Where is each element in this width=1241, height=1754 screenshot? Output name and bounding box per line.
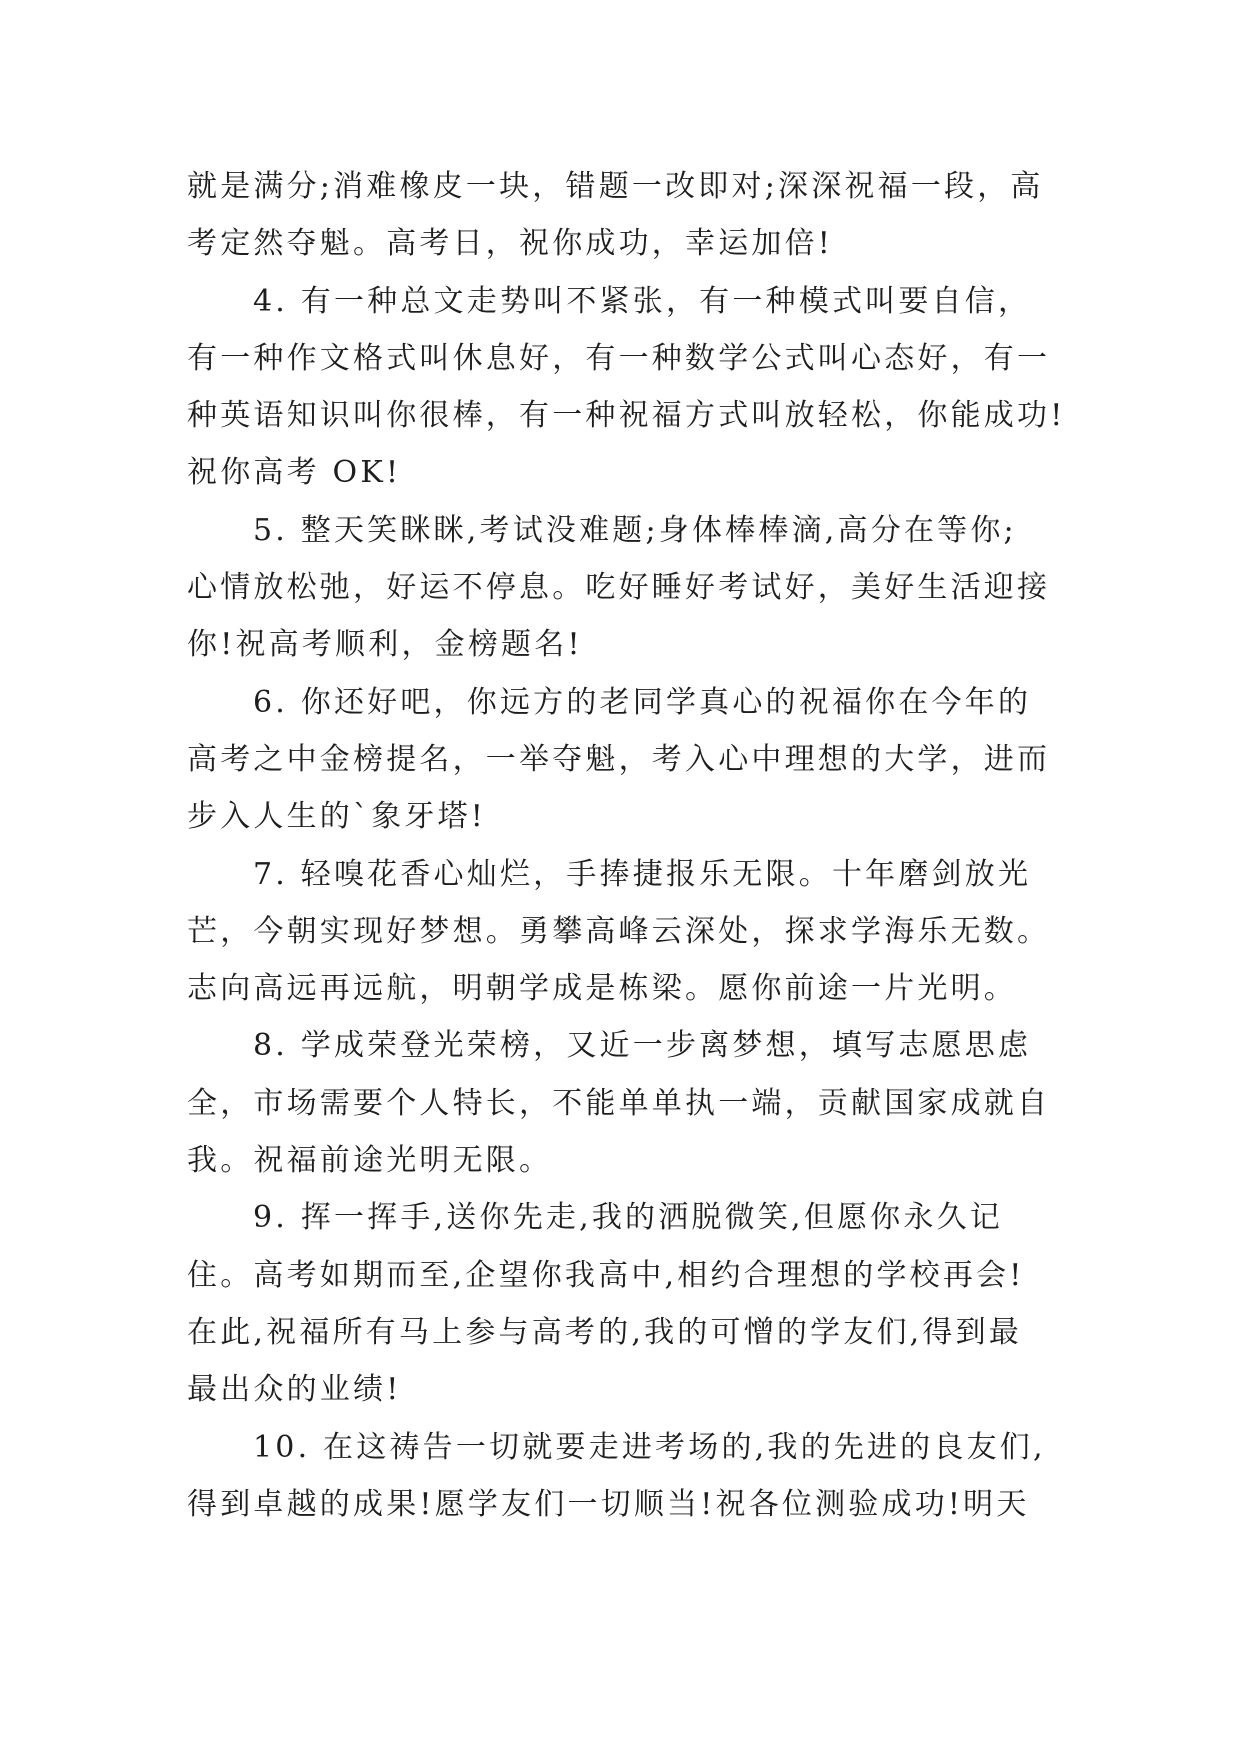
text-line: 种英语知识叫你很棒，有一种祝福方式叫放轻松，你能成功! — [187, 398, 1066, 434]
text-line: 8. 学成荣登光荣榜，又近一步离梦想，填写志愿思虑 — [253, 1028, 1032, 1064]
text-line: 9. 挥一挥手,送你先走,我的洒脱微笑,但愿你永久记 — [253, 1200, 1003, 1236]
text-line: 6. 你还好吧，你远方的老同学真心的祝福你在今年的 — [253, 684, 1032, 720]
text-line: 步入人生的`象牙塔! — [187, 799, 487, 835]
text-line: 得到卓越的成果!愿学友们一切顺当!祝各位测验成功!明天 — [187, 1486, 1030, 1522]
text-line: 就是满分;消难橡皮一块，错题一改即对;深深祝福一段，高 — [187, 169, 1044, 204]
text-line: 高考之中金榜提名，一举夺魁，考入心中理想的大学，进而 — [187, 741, 1051, 777]
text-line: 7. 轻嗅花香心灿烂，手捧捷报乐无限。十年磨剑放光 — [253, 856, 1032, 892]
text-line: 我。祝福前途光明无限。 — [187, 1143, 553, 1179]
text-line: 有一种作文格式叫休息好，有一种数学公式叫心态好，有一 — [187, 340, 1051, 376]
text-line: 10. 在这祷告一切就要走进考场的,我的先进的良友们, — [253, 1429, 1046, 1465]
text-line: 考定然夺魁。高考日，祝你成功，幸运加倍! — [187, 226, 834, 262]
text-line: 心情放松弛，好运不停息。吃好睡好考试好，美好生活迎接 — [187, 570, 1051, 606]
text-line: 住。高考如期而至,企望你我高中,相约合理想的学校再会! — [187, 1257, 1025, 1293]
text-line: 5. 整天笑眯眯,考试没难题;身体棒棒滴,高分在等你; — [253, 512, 1017, 548]
text-line: 最出众的业绩! — [187, 1372, 402, 1408]
text-line: 4. 有一种总文走势叫不紧张，有一种模式叫要自信， — [253, 283, 1032, 319]
text-line: 在此,祝福所有马上参与高考的,我的可憎的学友们,得到最 — [187, 1314, 1023, 1350]
text-line: 芒，今朝实现好梦想。勇攀高峰云深处，探求学海乐无数。 — [187, 913, 1051, 949]
text-line: 你!祝高考顺利，金榜题名! — [187, 627, 583, 663]
document-body — [187, 158, 1067, 1533]
text-line: 祝你高考 OK! — [187, 455, 402, 491]
text-line: 志向高远再远航，明朝学成是栋梁。愿你前途一片光明。 — [187, 971, 1017, 1007]
text-line: 全，市场需要个人特长，不能单单执一端，贡献国家成就自 — [187, 1085, 1051, 1121]
